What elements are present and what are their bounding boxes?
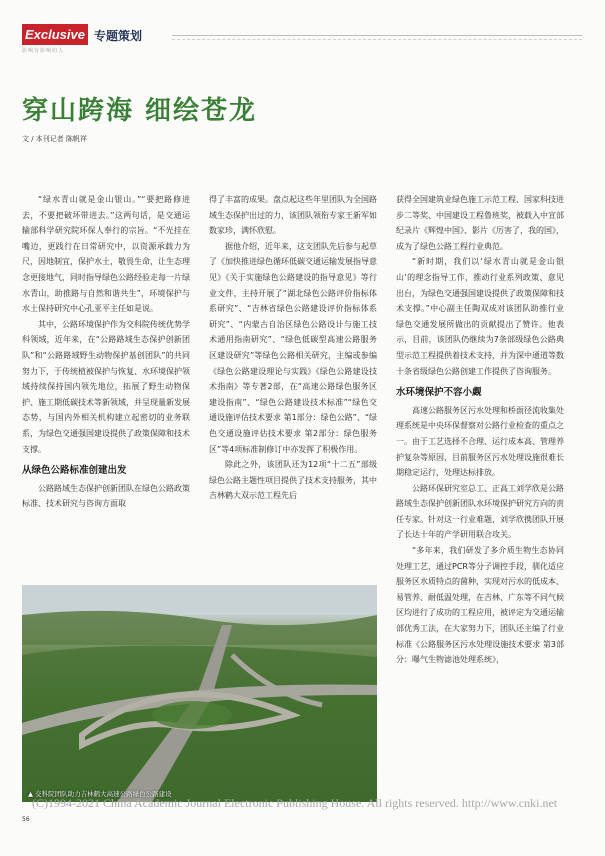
paragraph: “新时期，我们以‘绿水青山就是金山银山’的理念指导工作，推动行业系列政策、意见出台，为绿色交通强国建设提供了政策保障和技术支撑。”中心副主任陶双成对该团队助推行业绿色交通发展所做出的贡献提出了赞许。他表示，目前，该团队仍继续为7条部级绿色公路典型示范工程提供着技术支持，并为深中通道等数十条省级绿色公路创建工作提供了咨询服务。: [396, 257, 564, 376]
paragraph: 得了丰富的成果。盘点起这些年里团队为全国路域生态保护出过的力，该团队领衔专家王新军如数家珍，满怀欣慰。: [209, 195, 377, 236]
paragraph: 据他介绍，近年来，这支团队先后参与起草了《加快推进绿色循环低碳交通运输发展指导意见》《关于实施绿色公路建设的指导意见》等行业文件，主持开展了“湖北绿色公路评价指标体系研究”、“吉林省绿色公路建设评价指标体系研究”、“内蒙古自治区绿色公路设计与施工技术通用指南研究”、“绿色低碳型高速公路服务区建设研究”等绿色公路相关研究，主编或参编《绿色公路建设理论与实践》《绿色公路建设技术指南》等专著2部，在“高速公路绿色服务区建设指南”、“绿色公路建设技术标准”“绿色交通设施评估技术要求 第1部分：绿色公路”、“绿色交通设施评估技术要求 第2部分：绿色服务区”等4项标准制修订中亦发挥了积极作用。: [209, 241, 377, 454]
photo-caption: ▲ 交科院团队助力吉林鹤大高速公路绿色公路建设: [28, 790, 172, 798]
paragraph: “绿水青山就是金山银山。”“要把路修进去，不要把破坏带进去。”这两句话，是交通运输部科学研究院环保人奉行的宗旨。“不光挂在嘴边，更践行在日常研究中，以资源承载力为尺，因地制宜，保护水土，敬畏生命，让生态理念更接地气，同时指导绿色公路经验走每一片绿水青山，助推路与自然和谐共生”，环境保护与水土保持研究中心孔亚平主任如是说。: [22, 195, 190, 314]
paragraph: 获得全国建筑业绿色施工示范工程、国家科技进步二等奖、中国建设工程鲁班奖，被载入中宣部纪录片《辉煌中国》、影片《厉害了，我的国》，成为了绿色公路工程行业典范。: [396, 195, 564, 251]
column-2: [209, 192, 377, 504]
page-header: [22, 22, 582, 58]
paragraph: 其中，公路环境保护作为交科院传统优势学科领域，近年来，在“公路路域生态保护创新团队”和“公路路域野生动物保护基创团队”的共同努力下，于传统植被保护与恢复、水环境保护领域持续保持国内领先地位，拓展了野生动物保护、施工期低碳技术等新领域，并呈现量新发展态势，与国内外相关机构建立起密切的业务联系，为绿色交通强国建设提供了政策保障和技术支撑。: [22, 319, 190, 454]
article-title: 穿山跨海 细绘苍龙: [22, 96, 258, 126]
header-rule: [172, 35, 582, 36]
section-heading: 水环境保护不容小觑: [396, 387, 482, 399]
page-number: 56: [22, 816, 30, 823]
paragraph: 除此之外，该团队还为12项“十二五”部级绿色公路主题性项目提供了技术支持服务，其中吉林鹤大双示范工程先后: [209, 460, 377, 501]
paragraph: 公路环保研究室总工、正高工刘学欣是公路路域生态保护创新团队水环境保护研究方向的责任专家。针对这一行业难题，刘学欣携团队开展了长达十年的产学研用联合攻关。: [396, 483, 564, 540]
paragraph: “多年来，我们研发了多介质生物生态协同处理工艺，通过PCR等分子调控手段，驯化适应服务区水质特点的菌种，实现对污水的低成本、易管养、耐低温处理，在吉林、广东等不同气候区均进行了成功的工程应用，被评定为交通运输部优秀工法，在大家努力下，团队还主编了行业标准《公路服务区污水处理设施技术要求 第3部分：曝气生物滤池处理系统》，: [396, 546, 564, 665]
byline: 文 / 本刊记者 陈帆祥: [22, 135, 88, 143]
paragraph: 高速公路服务区污水处理和桥面径流收集处理系统是中央环保督察对公路行业检查的重点之一。由于工艺选择不合理、运行成本高、管理养护复杂等原因，目前服务区污水处理设施很难长期稳定运行，处理达标排放。: [396, 405, 564, 478]
column-1: [22, 192, 190, 512]
aerial-road-illustration: [22, 585, 377, 802]
highway-interchange-photo: [22, 585, 377, 802]
section-heading: 从绿色公路标准创建出发: [22, 465, 127, 477]
badge-subtitle: 影响有影响的人: [22, 48, 65, 54]
section-tag: 专题策划: [94, 29, 143, 43]
paragraph: 公路路域生态保护创新团队在绿色公路政策标准、技术研究与咨询方面取: [22, 483, 190, 509]
exclusive-badge: Exclusive: [22, 24, 88, 45]
header-rule-dashed: [172, 39, 582, 40]
copyright-footer: (C)1994-2021 China Academic Journal Electronic Publishing House. All rights reserved. http://www.cnki.net: [32, 796, 558, 810]
column-3: [396, 192, 564, 668]
